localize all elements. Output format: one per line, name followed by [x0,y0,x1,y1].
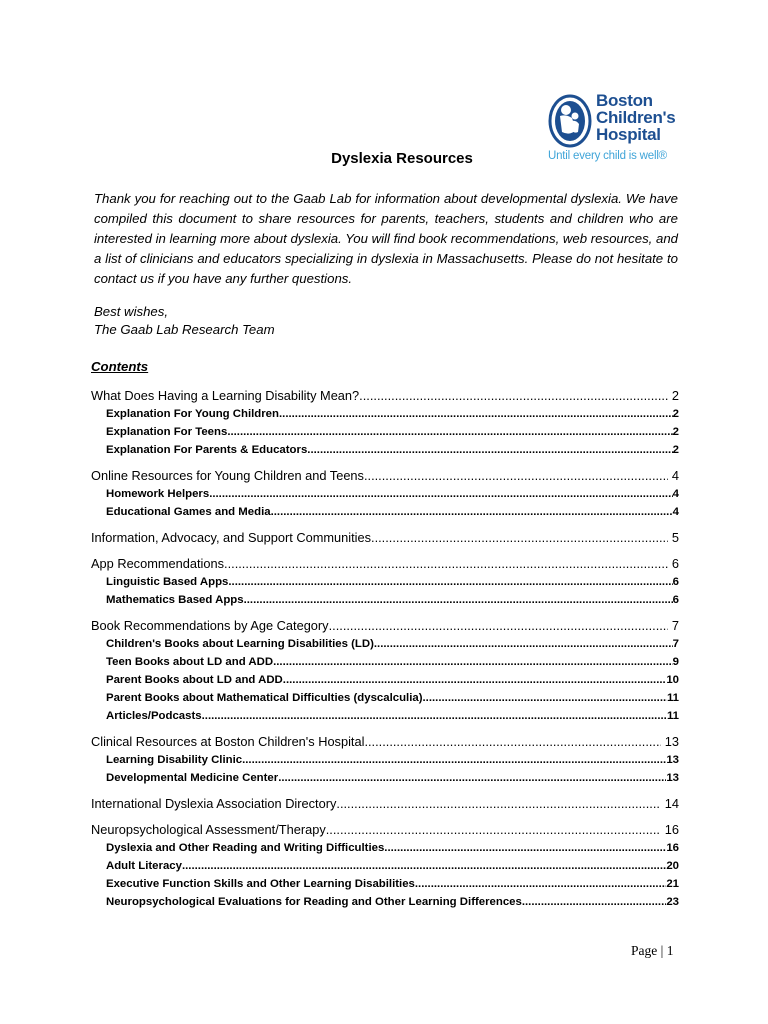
toc-subentry-page: 11 [666,692,679,704]
toc-entry-page: 7 [671,618,679,633]
toc-subentry[interactable] [91,751,679,769]
toc-subentry[interactable] [91,423,679,441]
toc-subentry[interactable] [91,485,679,503]
toc-subentry-title: Explanation For Young Children [106,408,279,420]
toc-entry-title: Clinical Resources at Boston Children's Hospital [91,734,365,749]
toc-subentry-title: Mathematics Based Apps [106,594,244,606]
document-title: Dyslexia Resources [331,150,473,167]
toc-subentry-title: Children's Books about Learning Disabilities (LD) [106,638,374,650]
toc-subentry[interactable] [91,875,679,893]
dot-leader [374,635,673,653]
toc-subentry[interactable] [91,635,679,653]
toc-subentry-title: Dyslexia and Other Reading and Writing Difficulties [106,842,385,854]
logo-line-2: Children's [596,108,676,127]
dot-leader [273,653,673,671]
hospital-emblem-icon [548,94,592,148]
logo-line-3: Hospital [596,125,661,144]
toc-subentry-page: 20 [666,860,679,872]
toc-subentry-title: Parent Books about LD and ADD [106,674,283,686]
toc-subentry[interactable] [91,441,679,459]
dot-leader [283,671,667,689]
toc-entry[interactable] [91,732,679,751]
page-number: Page | 1 [631,943,674,958]
toc-subentry[interactable] [91,893,679,911]
toc-subentry[interactable] [91,591,679,609]
dot-leader [329,616,668,635]
toc-entry[interactable] [91,820,679,839]
dot-leader [364,466,668,485]
toc-subentry[interactable] [91,653,679,671]
toc-subentry-page: 2 [672,426,679,438]
toc-section [91,616,679,725]
toc-subentry-page: 6 [672,594,679,606]
toc-subentry-title: Explanation For Parents & Educators [106,444,308,456]
toc-subentry-page: 23 [666,896,679,908]
logo-line-1: Boston [596,91,653,110]
toc-section [91,794,679,813]
toc-subentry-page: 13 [666,772,679,784]
toc-subentry-page: 4 [672,506,679,518]
toc-subentry-title: Learning Disability Clinic [106,754,243,766]
toc-section [91,554,679,609]
toc-subentry-title: Educational Games and Media [106,506,271,518]
toc-subentry-title: Explanation For Teens [106,426,228,438]
toc-entry-title: Book Recommendations by Age Category [91,618,329,633]
intro-paragraph: Thank you for reaching out to the Gaab Lab for information about developmental dyslexia. We have compiled this document to share resources for parents, teachers, students and children who are interested in learning more about dyslexia. You will find book recommendations, web resources, and a list of clinicians and educators specializing in dyslexia in Massachusetts. Please do not hesitate to contact us if you have any further questions. [94,191,678,286]
table-of-contents [91,386,679,918]
dot-leader [182,857,666,875]
dot-leader [209,485,672,503]
toc-subentry-page: 13 [666,754,679,766]
toc-subentry-title: Articles/Podcasts [106,710,202,722]
toc-subentry[interactable] [91,769,679,787]
closing-line: Best wishes, [94,304,169,319]
dot-leader [227,423,672,441]
toc-subentry-page: 7 [672,638,679,650]
toc-subentry-page: 2 [672,444,679,456]
toc-entry-page: 6 [671,556,679,571]
toc-subentry[interactable] [91,573,679,591]
toc-entry-title: International Dyslexia Association Directory [91,796,337,811]
toc-entry-title: Online Resources for Young Children and Teens [91,468,364,483]
dot-leader [522,893,666,911]
toc-section [91,732,679,787]
toc-subentry-title: Adult Literacy [106,860,182,872]
toc-entry-title: What Does Having a Learning Disability Mean? [91,388,360,403]
dot-leader [224,554,668,573]
closing-signature [94,303,275,339]
toc-subentry-title: Neuropsychological Evaluations for Reading and Other Learning Differences [106,896,522,908]
toc-subentry-page: 16 [666,842,679,854]
toc-subentry-page: 21 [666,878,679,890]
toc-entry[interactable] [91,528,679,547]
toc-section [91,386,679,459]
toc-subentry[interactable] [91,671,679,689]
toc-subentry[interactable] [91,857,679,875]
toc-subentry[interactable] [91,503,679,521]
dot-leader [359,386,668,405]
toc-entry-title: App Recommendations [91,556,225,571]
dot-leader [202,707,667,725]
toc-subentry[interactable] [91,405,679,423]
dot-leader [384,839,666,857]
dot-leader [423,689,667,707]
signature-line: The Gaab Lab Research Team [94,322,275,337]
dot-leader [271,503,673,521]
logo-wordmark [596,92,675,143]
toc-entry-page: 13 [664,734,679,749]
dot-leader [364,732,660,751]
toc-subentry-page: 4 [672,488,679,500]
contents-heading: Contents [91,359,149,374]
toc-entry-title: Neuropsychological Assessment/Therapy [91,822,326,837]
toc-subentry-title: Linguistic Based Apps [106,576,229,588]
toc-subentry-title: Executive Function Skills and Other Learning Disabilities [106,878,415,890]
toc-subentry-page: 10 [666,674,679,686]
dot-leader [228,573,672,591]
toc-entry-page: 14 [664,796,679,811]
toc-subentry-title: Developmental Medicine Center [106,772,279,784]
logo-tagline: Until every child is well® [548,150,667,162]
toc-subentry-page: 9 [672,656,679,668]
toc-entry-page: 4 [671,468,679,483]
dot-leader [244,591,673,609]
dot-leader [415,875,666,893]
toc-entry-title: Information, Advocacy, and Support Communities [91,530,372,545]
toc-section [91,466,679,521]
toc-entry-page: 2 [671,388,679,403]
dot-leader [278,769,666,787]
dot-leader [307,441,672,459]
toc-subentry-page: 2 [672,408,679,420]
toc-subentry-title: Teen Books about LD and ADD [106,656,274,668]
dot-leader [279,405,673,423]
toc-subentry[interactable] [91,689,679,707]
toc-entry[interactable] [91,616,679,635]
dot-leader [242,751,666,769]
toc-subentry-page: 6 [672,576,679,588]
toc-entry-page: 5 [671,530,679,545]
toc-subentry-page: 11 [666,710,679,722]
dot-leader [326,820,661,839]
toc-entry[interactable] [91,794,679,813]
toc-entry[interactable] [91,554,679,573]
toc-entry[interactable] [91,466,679,485]
toc-subentry[interactable] [91,839,679,857]
toc-entry-page: 16 [664,822,679,837]
toc-section [91,528,679,547]
toc-subentry-title: Homework Helpers [106,488,210,500]
toc-subentry[interactable] [91,707,679,725]
toc-section [91,820,679,911]
dot-leader [371,528,668,547]
toc-subentry-title: Parent Books about Mathematical Difficulties (dyscalculia) [106,692,423,704]
dot-leader [336,794,660,813]
toc-entry[interactable] [91,386,679,405]
